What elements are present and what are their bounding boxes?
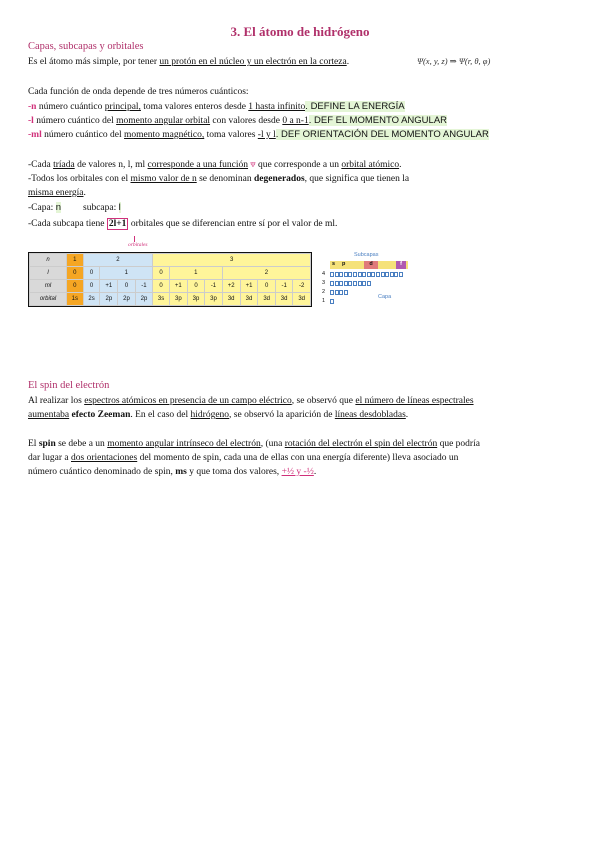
- ml-cell: -1: [275, 280, 292, 293]
- orbital-cell: 3d: [293, 293, 311, 306]
- degenerate-line-2: misma energía.: [28, 188, 86, 198]
- orbital-box: [339, 272, 343, 277]
- l-line: -l número cuántico del momento angular orbital con valores desde 0 a n-1. DEF EL MOMENTO ANGULAR: [28, 115, 448, 126]
- ml-cell: -1: [135, 280, 152, 293]
- intro-line: Es el átomo más simple, por tener un protón en el núcleo y un electrón en la corteza.: [28, 57, 350, 67]
- orbital-cell: 2p: [100, 293, 118, 306]
- orbital-box: [362, 281, 366, 286]
- spin-p2-line2: dar lugar a dos orientaciones del momento de spin, cada una de ellas con una energía diferente) lleva asociado un: [28, 453, 459, 463]
- ml-cell: 0: [258, 280, 275, 293]
- d-label: d: [364, 261, 378, 269]
- capa-line: -Capa: n subcapa: l: [28, 202, 121, 213]
- capa-row-label: 3: [322, 280, 326, 286]
- ml-cell: +2: [222, 280, 240, 293]
- orbital-box: [339, 281, 343, 286]
- ml-cell: 0: [83, 280, 100, 293]
- ml-cell: 0: [67, 280, 84, 293]
- orbital-box: [376, 272, 380, 277]
- wave-formula: Ψ(x, y, z) ⇒ Ψ(r, θ, φ): [417, 56, 491, 66]
- orbital-box: [330, 272, 334, 277]
- triad-line: -Cada tríada de valores n, l, ml corresponde a una función Ψ que corresponde a un orbital atómico.: [28, 160, 402, 170]
- section-heading-capas: Capas, subcapas y orbitales: [28, 41, 144, 52]
- spin-p1-line2: aumentaba efecto Zeeman. En el caso del hidrógeno, se observó la aparición de líneas desdobladas.: [28, 410, 409, 420]
- ml-cell: 0: [187, 280, 204, 293]
- orbital-cell: 2p: [118, 293, 135, 306]
- orbital-box: [381, 272, 385, 277]
- table-row-ml: [30, 280, 311, 293]
- capa-row-label: 2: [322, 289, 326, 295]
- degenerate-line: -Todos los orbitales con el mismo valor de n se denominan degenerados, que significa que tienen la: [28, 174, 410, 184]
- orbital-cell: orbital: [30, 293, 67, 306]
- orbital-cell: 3p: [169, 293, 187, 306]
- ml-cell: 0: [118, 280, 135, 293]
- orbital-box: [335, 290, 339, 295]
- spin-p2-line1: El spin se debe a un momento angular intrínseco del electrón, (una rotación del electrón el spin del electrón que podría: [28, 439, 480, 449]
- ml-cell: ml: [30, 280, 67, 293]
- ml-cell: +1: [240, 280, 258, 293]
- orbital-box: [330, 290, 334, 295]
- orbital-box: [339, 290, 343, 295]
- orbital-box: [358, 272, 362, 277]
- orbital-box: [358, 281, 362, 286]
- ml-cell: -1: [205, 280, 222, 293]
- orbital-box: [330, 281, 334, 286]
- p-label: p: [342, 261, 346, 267]
- spin-p1-line1: Al realizar los espectros atómicos en presencia de un campo eléctrico, se observó que el número de líneas espectrales: [28, 396, 474, 406]
- orbital-box: [367, 272, 371, 277]
- orbital-cell: 3d: [275, 293, 292, 306]
- orbital-cell: 2p: [135, 293, 152, 306]
- orbital-box: [344, 281, 348, 286]
- orbital-box: [353, 281, 357, 286]
- orbital-box: [353, 272, 357, 277]
- orbital-cell: 1s: [67, 293, 84, 306]
- table-row-n: n 1 2 3: [30, 254, 311, 267]
- arrow-annotation: orbitales: [128, 236, 148, 248]
- orbital-box: [371, 272, 375, 277]
- orbital-cell: 3p: [187, 293, 204, 306]
- subcapas-diagram: Subcapas s p d f 4 3 2 1 Capa: [320, 252, 410, 316]
- orbital-box: [348, 272, 352, 277]
- orbital-cell: 3d: [222, 293, 240, 306]
- orbital-box: [362, 272, 366, 277]
- orbital-box: [330, 299, 334, 304]
- orbital-cell: 3p: [205, 293, 222, 306]
- orbital-cell: 3s: [153, 293, 170, 306]
- orbital-box: [385, 272, 389, 277]
- table-row-l: l 0 0 1 0 1 2: [30, 267, 311, 280]
- ml-cell: +1: [100, 280, 118, 293]
- quantum-table: [28, 252, 312, 307]
- capa-row-label: 4: [322, 271, 326, 277]
- orbital-box: [335, 272, 339, 277]
- orbital-box: [344, 290, 348, 295]
- spin-p2-line3: número cuántico denominado de spin, ms y que toma dos valores, +½ y -½.: [28, 467, 317, 477]
- ml-cell: +1: [169, 280, 187, 293]
- s-label: s: [332, 261, 336, 267]
- wavefunction-line: Cada función de onda depende de tres números cuánticos:: [28, 87, 249, 97]
- n-line: -n número cuántico principal, toma valores enteros desde 1 hasta infinito. DEFINE LA ENERGÍA: [28, 101, 405, 112]
- page-title: 3. El átomo de hidrógeno: [230, 24, 370, 39]
- orbital-box: [394, 272, 398, 277]
- orbital-cell: 3d: [258, 293, 275, 306]
- orbital-box: [399, 272, 403, 277]
- orbital-box: [367, 281, 371, 286]
- orbital-cell: 3d: [240, 293, 258, 306]
- subcapa-line: -Cada subcapa tiene 2l+1 orbitales que se diferencian entre sí por el valor de ml.: [28, 219, 338, 229]
- orbital-box: [344, 272, 348, 277]
- table-row-orbital: [30, 293, 311, 306]
- orbital-box: [348, 281, 352, 286]
- orbital-box: [335, 281, 339, 286]
- ml-cell: 0: [153, 280, 170, 293]
- 2l1-box: 2l+1: [108, 219, 127, 229]
- f-label: f: [396, 261, 406, 269]
- orbital-cell: 2s: [83, 293, 100, 306]
- ml-line: -ml número cuántico del momento magnético, toma valores -l y l. DEF ORIENTACIÓN DEL MOMENTO ANGULAR: [28, 129, 489, 140]
- section-heading-spin: El spin del electrón: [28, 380, 110, 391]
- capa-row-label: 1: [322, 298, 326, 304]
- ml-cell: -2: [293, 280, 311, 293]
- orbital-box: [390, 272, 394, 277]
